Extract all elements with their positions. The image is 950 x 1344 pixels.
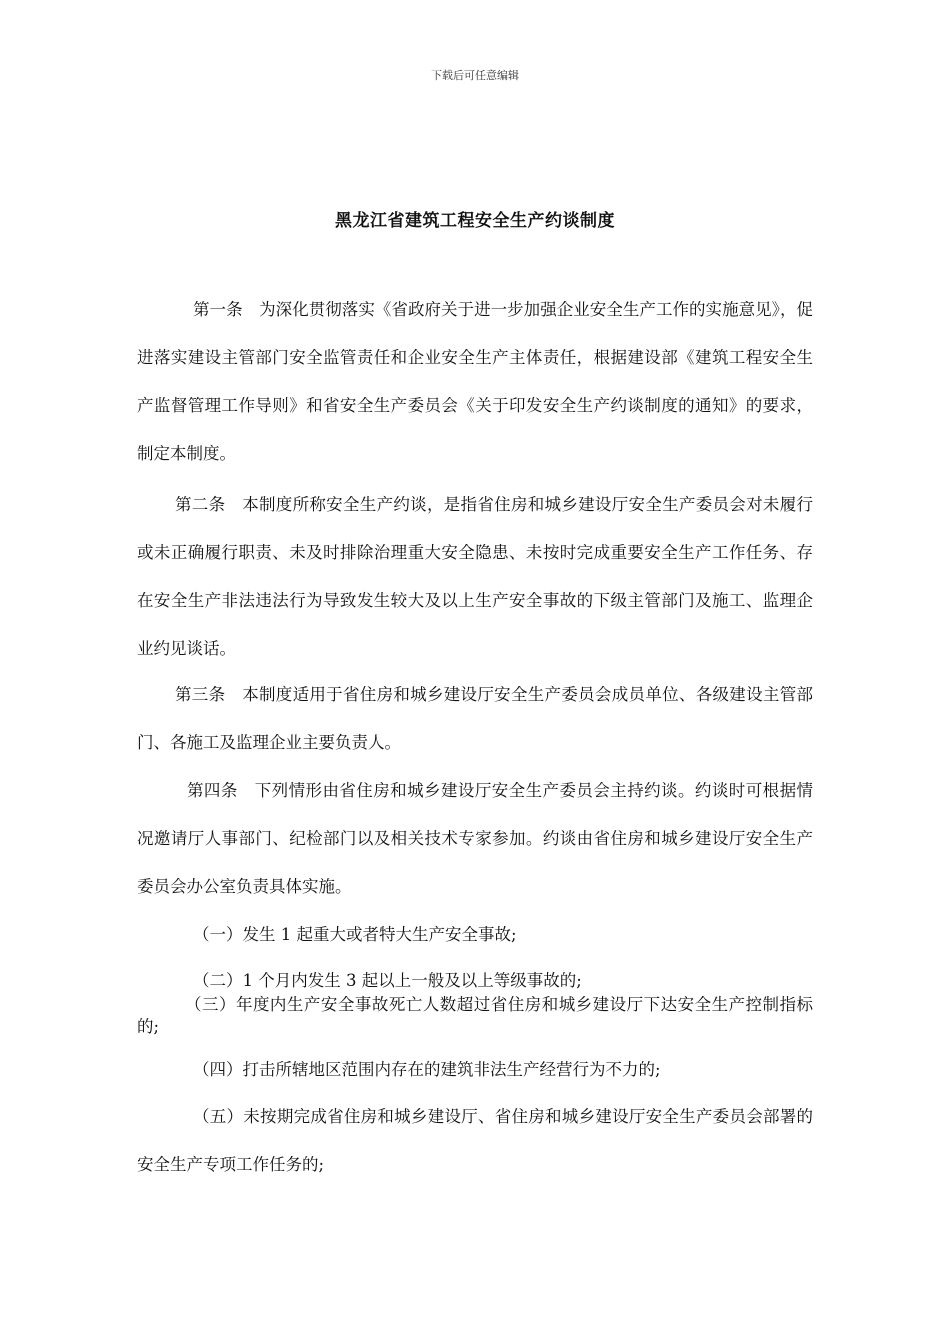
article-2: 第二条 本制度所称安全生产约谈，是指省住房和城乡建设厅安全生产委员会对未履行或未正确履行职责、未及时排除治理重大安全隐患、未按时完成重要安全生产工作任务、存在安全生产非法违法行为导致发生较大及以上生产安全事故的下级主管部门及施工、监理企业约见谈话。: [137, 495, 813, 658]
header-note: 下载后可任意编辑: [431, 69, 519, 82]
list-item-4: （四）打击所辖地区范围内存在的建筑非法生产经营行为不力的;: [193, 1060, 661, 1079]
article-3: 第三条 本制度适用于省住房和城乡建设厅安全生产委员会成员单位、各级建设主管部门、各施工及监理企业主要负责人。: [137, 685, 813, 752]
article-1: 第一条 为深化贯彻落实《省政府关于进一步加强企业安全生产工作的实施意见》，促进落实建设主管部门安全监管责任和企业安全生产主体责任，根据建设部《建筑工程安全生产监督管理工作导则》和省安全生产委员会《关于印发安全生产约谈制度的通知》的要求，制定本制度。: [137, 300, 813, 463]
list-item-2: （二）1 个月内发生 3 起以上一般及以上等级事故的;: [193, 971, 582, 990]
document-title: 黑龙江省建筑工程安全生产约谈制度: [335, 211, 615, 231]
list-item-1: （一）发生 1 起重大或者特大生产安全事故;: [193, 925, 517, 944]
list-item-5: （五）未按期完成省住房和城乡建设厅、省住房和城乡建设厅安全生产委员会部署的安全生产专项工作任务的;: [137, 1107, 813, 1174]
article-4: 第四条 下列情形由省住房和城乡建设厅安全生产委员会主持约谈。约谈时可根据情况邀请厅人事部门、纪检部门以及相关技术专家参加。约谈由省住房和城乡建设厅安全生产委员会办公室负责具体实施。: [137, 781, 813, 896]
list-item-3: （三）年度内生产安全事故死亡人数超过省住房和城乡建设厅下达安全生产控制指标的;: [137, 995, 813, 1036]
